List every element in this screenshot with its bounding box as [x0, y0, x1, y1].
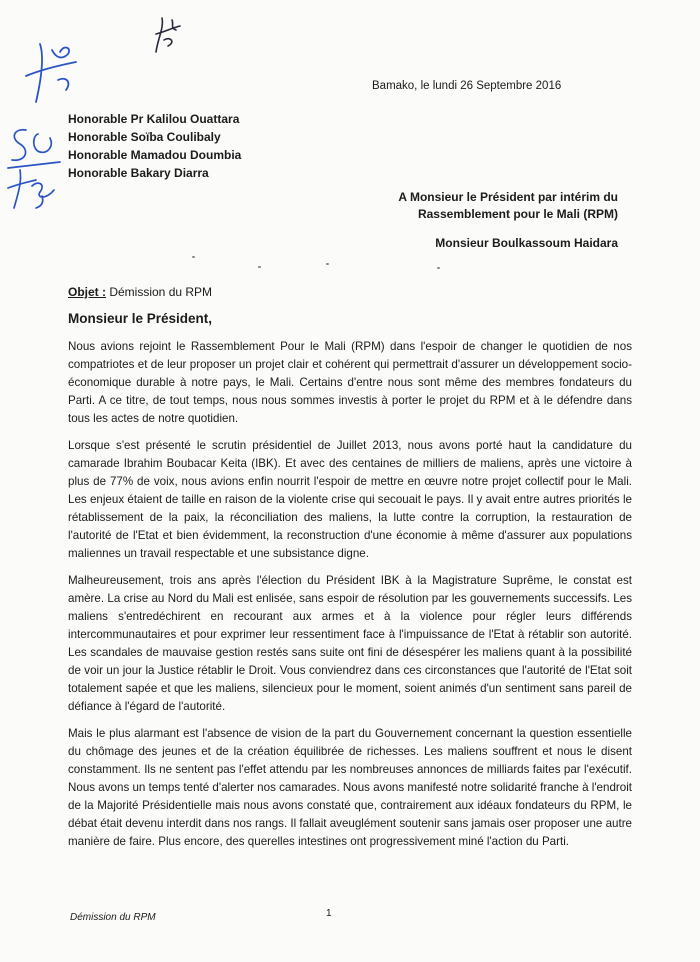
body-paragraph: Nous avions rejoint le Rassemblement Pour le Mali (RPM) dans l'espoir de changer le quotidien de nos compatriotes et de leur proposer un projet clair et cohérent qui permettrait d'assurer un développement socio-économique durable à notre pays, le Mali. Certains d'entre nous sont même des membres fondateurs du Parti. A ce titre, de tout temps, nous nous sommes investis à porter le projet du RPM et à le défendre dans tous les actes de notre quotidien.: [68, 340, 632, 425]
addressee-line: Rassemblement pour le Mali (RPM): [417, 207, 618, 221]
letter-date: Bamako, le lundi 26 Septembre 2016: [372, 80, 562, 92]
sender-name: Honorable Mamadou Doumbia: [68, 148, 242, 162]
object-text: Démission du RPM: [109, 285, 213, 299]
scan-speck: [437, 267, 440, 269]
footer-title: Démission du RPM: [70, 912, 156, 923]
signature-left-1: [4, 124, 64, 172]
signature-top-left: [22, 36, 84, 108]
letter-object: [68, 285, 212, 299]
body-paragraph: Mais le plus alarmant est l'absence de vision de la part du Gouvernement concernant la question essentielle du chômage des jeunes et de la création équilibrée de richesses. Les maliens souffrent et nous le disent constamment. Ils ne sentent pas l'effet attendu par les nombreuses annonces de milliards faites par l'exécutif. Nous avons un temps tenté d'alerter nos camarades. Nous avons manifesté notre solidarité franche à l'endroit de la Majorité Présidentielle mais nous avons constaté que, contrairement aux idéaux fondateurs du RPM, le débat était devenu interdit dans nos rangs. Il fallait aveuglément soutenir sans jamais oser proposer une autre manière de faire. Plus encore, des querelles intestines ont progressivement miné l'action du Parti.: [68, 727, 632, 848]
letter-body: [68, 338, 632, 860]
page-number: 1: [326, 908, 332, 919]
scan-speck: [258, 266, 261, 268]
salutation: Monsieur le Président,: [68, 311, 213, 326]
body-paragraph: Malheureusement, trois ans après l'élection du Président IBK à la Magistrature Suprême, le constat est amère. La crise au Nord du Mali est enlisée, sans espoir de résolution par les gouvernements successifs. Les maliens s'entredéchirent en recourant aux armes et à la violence pour régler leurs différends intercommunautaires et pour exprimer leur ressentiment face à l'impuissance de l'Etat à rétablir son autorité. Les scandales de mauvaise gestion restés sans suite ont fini de désespérer les maliens quant à la possibilité de voir un jour la Justice rétablir le Droit. Vous conviendrez dans ces circonstances que l'autorité de l'Etat soit totalement sapée et que les maliens, silencieux pour le moment, soient animés d'un sentiment sans pareil de défiance à l'égard de l'autorité.: [68, 574, 632, 713]
signature-top-center: [150, 14, 186, 56]
sender-name: Honorable Pr Kalilou Ouattara: [68, 112, 240, 126]
body-paragraph: Lorsque s'est présenté le scrutin présidentiel de Juillet 2013, nous avons porté haut la candidature du camarade Ibrahim Boubacar Keita (IBK). Et avec des centaines de milliers de maliens, après une victoire à plus de 77% de voix, nous avions enfin nourrit l'espoir de mettre en œuvre notre projet collectif pour le Mali. Les enjeux étaient de taille en raison de la violente crise qui secouait le pays. Il y avait entre autres priorités le rétablissement de la paix, la réconciliation des maliens, la lutte contre la corruption, la restauration de l'autorité de l'Etat et bien évidemment, la reconstruction d'une économie à même d'assurer aux populations maliennes un travail respectable et une subsistance digne.: [68, 439, 632, 560]
sender-name: Honorable Soïba Coulibaly: [68, 130, 221, 144]
sender-list: [68, 110, 241, 182]
addressee-name: Monsieur Boulkassoum Haidara: [435, 236, 618, 250]
scan-speck: [192, 256, 195, 258]
sender-name: Honorable Bakary Diarra: [68, 166, 209, 180]
addressee-block: [398, 189, 618, 252]
object-label: Objet :: [68, 285, 106, 299]
scan-speck: [326, 263, 329, 265]
addressee-line: A Monsieur le Président par intérim du: [398, 190, 618, 204]
signature-left-2: [6, 166, 62, 212]
